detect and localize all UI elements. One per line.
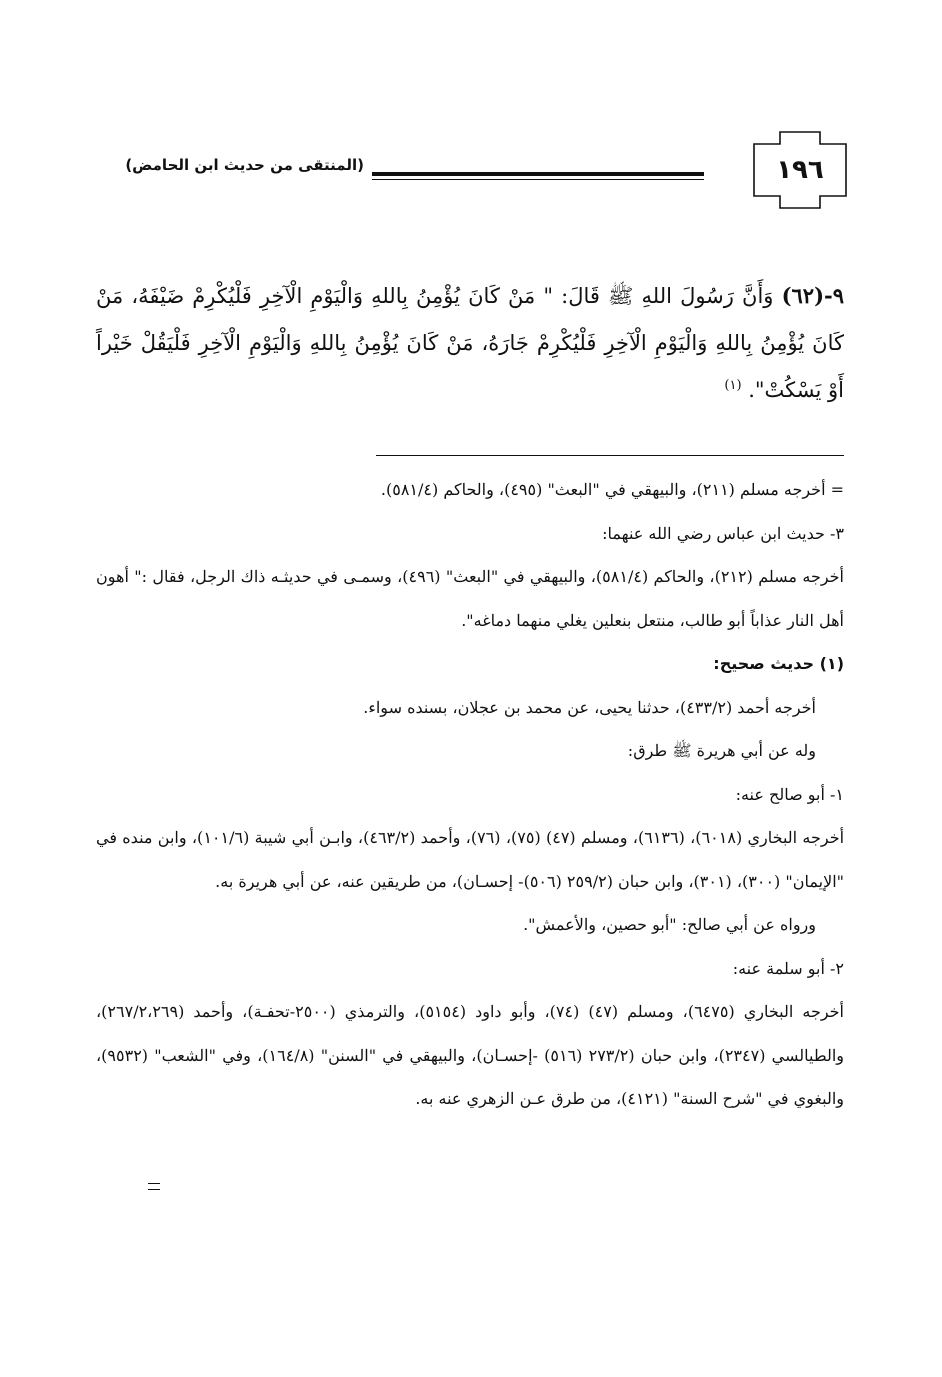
footnote-heading-bold: (١) حديث صحيح: [713,654,844,673]
footnote-separator [376,455,844,456]
footnote-line: أخرجه مسلم (٢١٢)، والحاكم (٥٨١/٤)، والبيهقي في "البعث" (٤٩٦)، وسمـى في حديثـه ذاك الرجل، فقال :" أهون أهل النار عذاباً أبو طالب، منتعل بنعلين يغلي منهما دماغه". [96,567,844,630]
footnote-line: وله عن أبي هريرة ﷺ طرق: [627,741,816,760]
footnote-heading: ٣- حديث ابن عباس رضي الله عنهما: [602,523,844,543]
running-title: (المنتقى من حديث ابن الحامض) [125,156,364,174]
footnote-line: = أخرجه مسلم (٢١١)، والبيهقي في "البعث" (٤٩٥)، والحاكم (٥٨١/٤). [380,480,844,499]
footnote-line: أخرجه البخاري (٦٠١٨)، (٦١٣٦)، ومسلم (٤٧) (٧٥)، (٧٦)، وأحمد (٤٦٣/٢)، وابـن أبي شيبة (١٠١/٦)، وابن منده في "الإيمان" (٣٠٠)، (٣٠١)، وابن حبان (٢٥٩/٢ (٥٠٦)- إحسـان)، من طريقين عنه، عن أبي هريرة به. [96,828,845,891]
footnote-line: أخرجه البخاري (٦٤٧٥)، ومسلم (٤٧) (٧٤)، وأبو داود (٥١٥٤)، والترمذي (٢٥٠٠-تحفـة)، وأحمد (٢٦٧/٢،٢٦٩)، والطيالسي (٢٣٤٧)، وابن حبان (٢٧٣/٢ (٥١٦) -إحسـان)، والبيهقي في "السنن" (١٦٤/٨)، وفي "الشعب" (٩٥٣٢)، والبغوي في "شرح السنة" (٤١٢١)، من طرق عـن الزهري عنه به. [96,1002,844,1108]
page-number: ١٩٦ [776,155,824,185]
footnote-heading: ١- أبو صالح عنه: [735,784,844,804]
hadith-number: ٩-(٦٢) [781,283,844,308]
hadith-text-block [96,272,844,414]
continuation-mark [148,1183,160,1190]
footnote-heading: ٢- أبو سلمة عنه: [732,958,844,978]
footnotes-block [96,468,844,1121]
footnote-marker: (١) [724,378,742,393]
hadith-text: وَأَنَّ رَسُولَ اللهِ ﷺ قَالَ: " مَنْ كَانَ يُؤْمِنُ بِاللهِ وَالْيَوْمِ الْآخِرِ فَلْيُكْرِمْ ضَيْفَهُ، مَنْ كَانَ يُؤْمِنُ بِاللهِ وَالْيَوْمِ الْآخِرِ فَلْيُكْرِمْ جَارَهُ، مَنْ كَانَ يُؤْمِنُ بِاللهِ وَالْيَوْمِ الْآخِرِ فَلْيَقُلْ خَيْراً أَوْ يَسْكُتْ". [96,284,844,402]
footnote-line: أخرجه أحمد (٤٣٣/٢)، حدثنا يحيى، عن محمد بن عجلان، بسنده سواء. [363,697,816,717]
header-rule [372,172,704,180]
footnote-line: ورواه عن أبي صالح: "أبو حصين، والأعمش". [523,915,816,934]
